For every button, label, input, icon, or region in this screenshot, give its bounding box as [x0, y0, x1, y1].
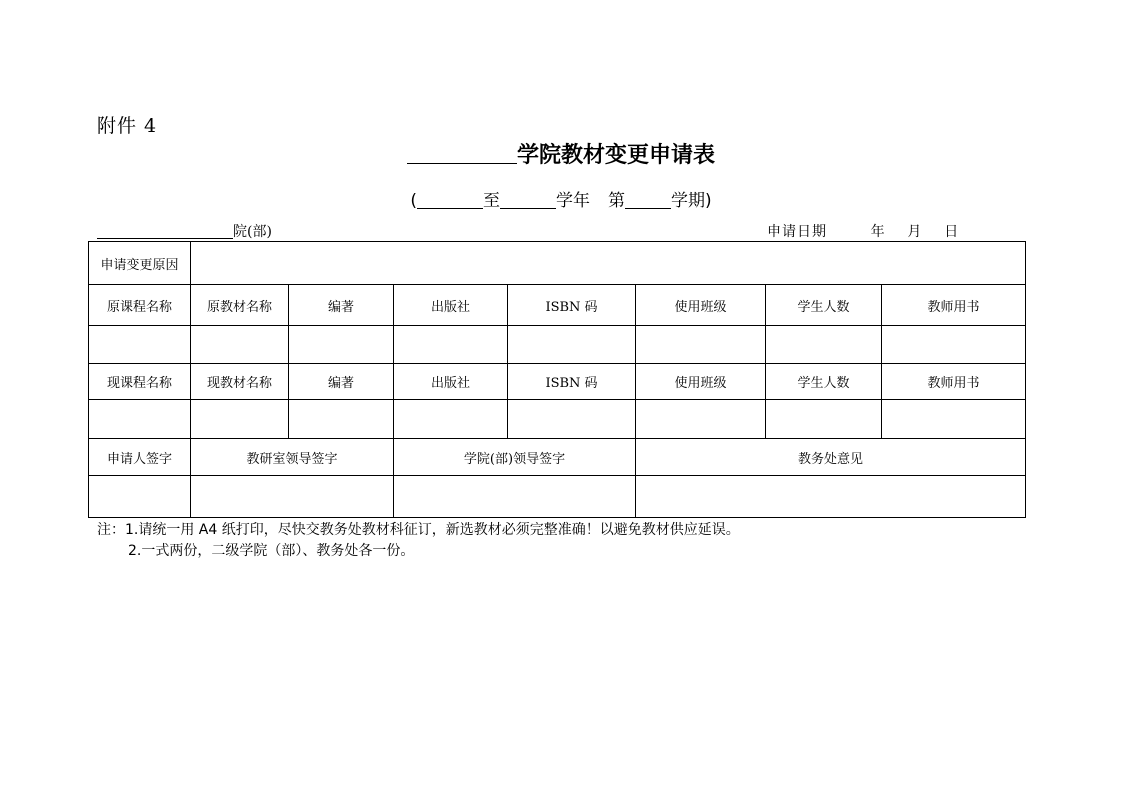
open-paren: (: [410, 191, 417, 211]
current-header-row: [89, 364, 1026, 400]
academic-affairs-opinion-cell[interactable]: [636, 476, 1026, 518]
month-label: 月: [907, 224, 923, 240]
teaching-office-signature-cell[interactable]: [191, 476, 394, 518]
end-year-blank[interactable]: [500, 190, 556, 209]
header-cell: ISBN 码: [508, 285, 636, 326]
day-label: 日: [944, 224, 960, 240]
input-cell[interactable]: [508, 326, 636, 364]
header-cell: 出版社: [394, 364, 508, 400]
semester-blank[interactable]: [625, 190, 671, 209]
input-cell[interactable]: [289, 400, 394, 439]
apply-date: [767, 221, 959, 241]
header-cell: 现教材名称: [191, 364, 289, 400]
start-year-blank[interactable]: [417, 190, 483, 209]
input-cell[interactable]: [89, 326, 191, 364]
original-input-row: [89, 326, 1026, 364]
teaching-office-signature-label: 教研室领导签字: [191, 439, 394, 476]
header-cell: 现课程名称: [89, 364, 191, 400]
input-cell[interactable]: [191, 326, 289, 364]
header-cell: 使用班级: [636, 285, 766, 326]
header-cell: 学生人数: [766, 364, 882, 400]
attachment-label: 附件 4: [97, 115, 158, 137]
header-cell: 编著: [289, 364, 394, 400]
input-cell[interactable]: [89, 400, 191, 439]
original-header-row: [89, 285, 1026, 326]
year-label: 年: [870, 224, 886, 240]
academic-affairs-opinion-label: 教务处意见: [636, 439, 1026, 476]
input-cell[interactable]: [289, 326, 394, 364]
applicant-signature-label: 申请人签字: [89, 439, 191, 476]
change-request-table: [88, 241, 1026, 518]
input-cell[interactable]: [191, 400, 289, 439]
input-cell[interactable]: [766, 326, 882, 364]
meta-row: [97, 221, 1027, 241]
nth-label: 第: [608, 191, 625, 211]
input-cell[interactable]: [882, 326, 1026, 364]
input-cell[interactable]: [766, 400, 882, 439]
department-blank[interactable]: [97, 221, 233, 239]
input-cell[interactable]: [636, 326, 766, 364]
signature-header-row: [89, 439, 1026, 476]
note-line-1: 注：1.请统一用 A4 纸打印，尽快交教务处教材科征订，新选教材必须完整准确！以避免教材供应延误。: [97, 522, 740, 538]
college-leader-signature-cell[interactable]: [394, 476, 636, 518]
reason-row: [89, 242, 1026, 285]
header-cell: 教师用书: [882, 364, 1026, 400]
current-input-row: [89, 400, 1026, 439]
reason-input-cell[interactable]: [191, 242, 1026, 285]
header-cell: 原教材名称: [191, 285, 289, 326]
input-cell[interactable]: [508, 400, 636, 439]
note-line-2: 2.一式两份，二级学院（部）、教务处各一份。: [128, 543, 415, 559]
header-cell: 编著: [289, 285, 394, 326]
header-cell: 教师用书: [882, 285, 1026, 326]
semester-label: 学期): [671, 191, 712, 211]
to-label: 至: [483, 191, 500, 211]
input-cell[interactable]: [636, 400, 766, 439]
reason-label: 申请变更原因: [89, 242, 191, 285]
input-cell[interactable]: [394, 400, 508, 439]
input-cell[interactable]: [882, 400, 1026, 439]
signature-input-row: [89, 476, 1026, 518]
header-cell: 原课程名称: [89, 285, 191, 326]
header-cell: 出版社: [394, 285, 508, 326]
form-title-text: 学院教材变更申请表: [516, 143, 715, 168]
academic-year-label: 学年: [556, 191, 590, 211]
notes: [97, 520, 740, 562]
college-name-blank[interactable]: [407, 141, 517, 164]
department-suffix: 院(部): [233, 224, 272, 240]
academic-term-line: [0, 186, 1122, 211]
applicant-signature-cell[interactable]: [89, 476, 191, 518]
header-cell: 学生人数: [766, 285, 882, 326]
college-leader-signature-label: 学院(部)领导签字: [394, 439, 636, 476]
header-cell: ISBN 码: [508, 364, 636, 400]
header-cell: 使用班级: [636, 364, 766, 400]
apply-date-label: 申请日期: [767, 224, 827, 240]
input-cell[interactable]: [394, 326, 508, 364]
form-title: [0, 138, 1122, 169]
